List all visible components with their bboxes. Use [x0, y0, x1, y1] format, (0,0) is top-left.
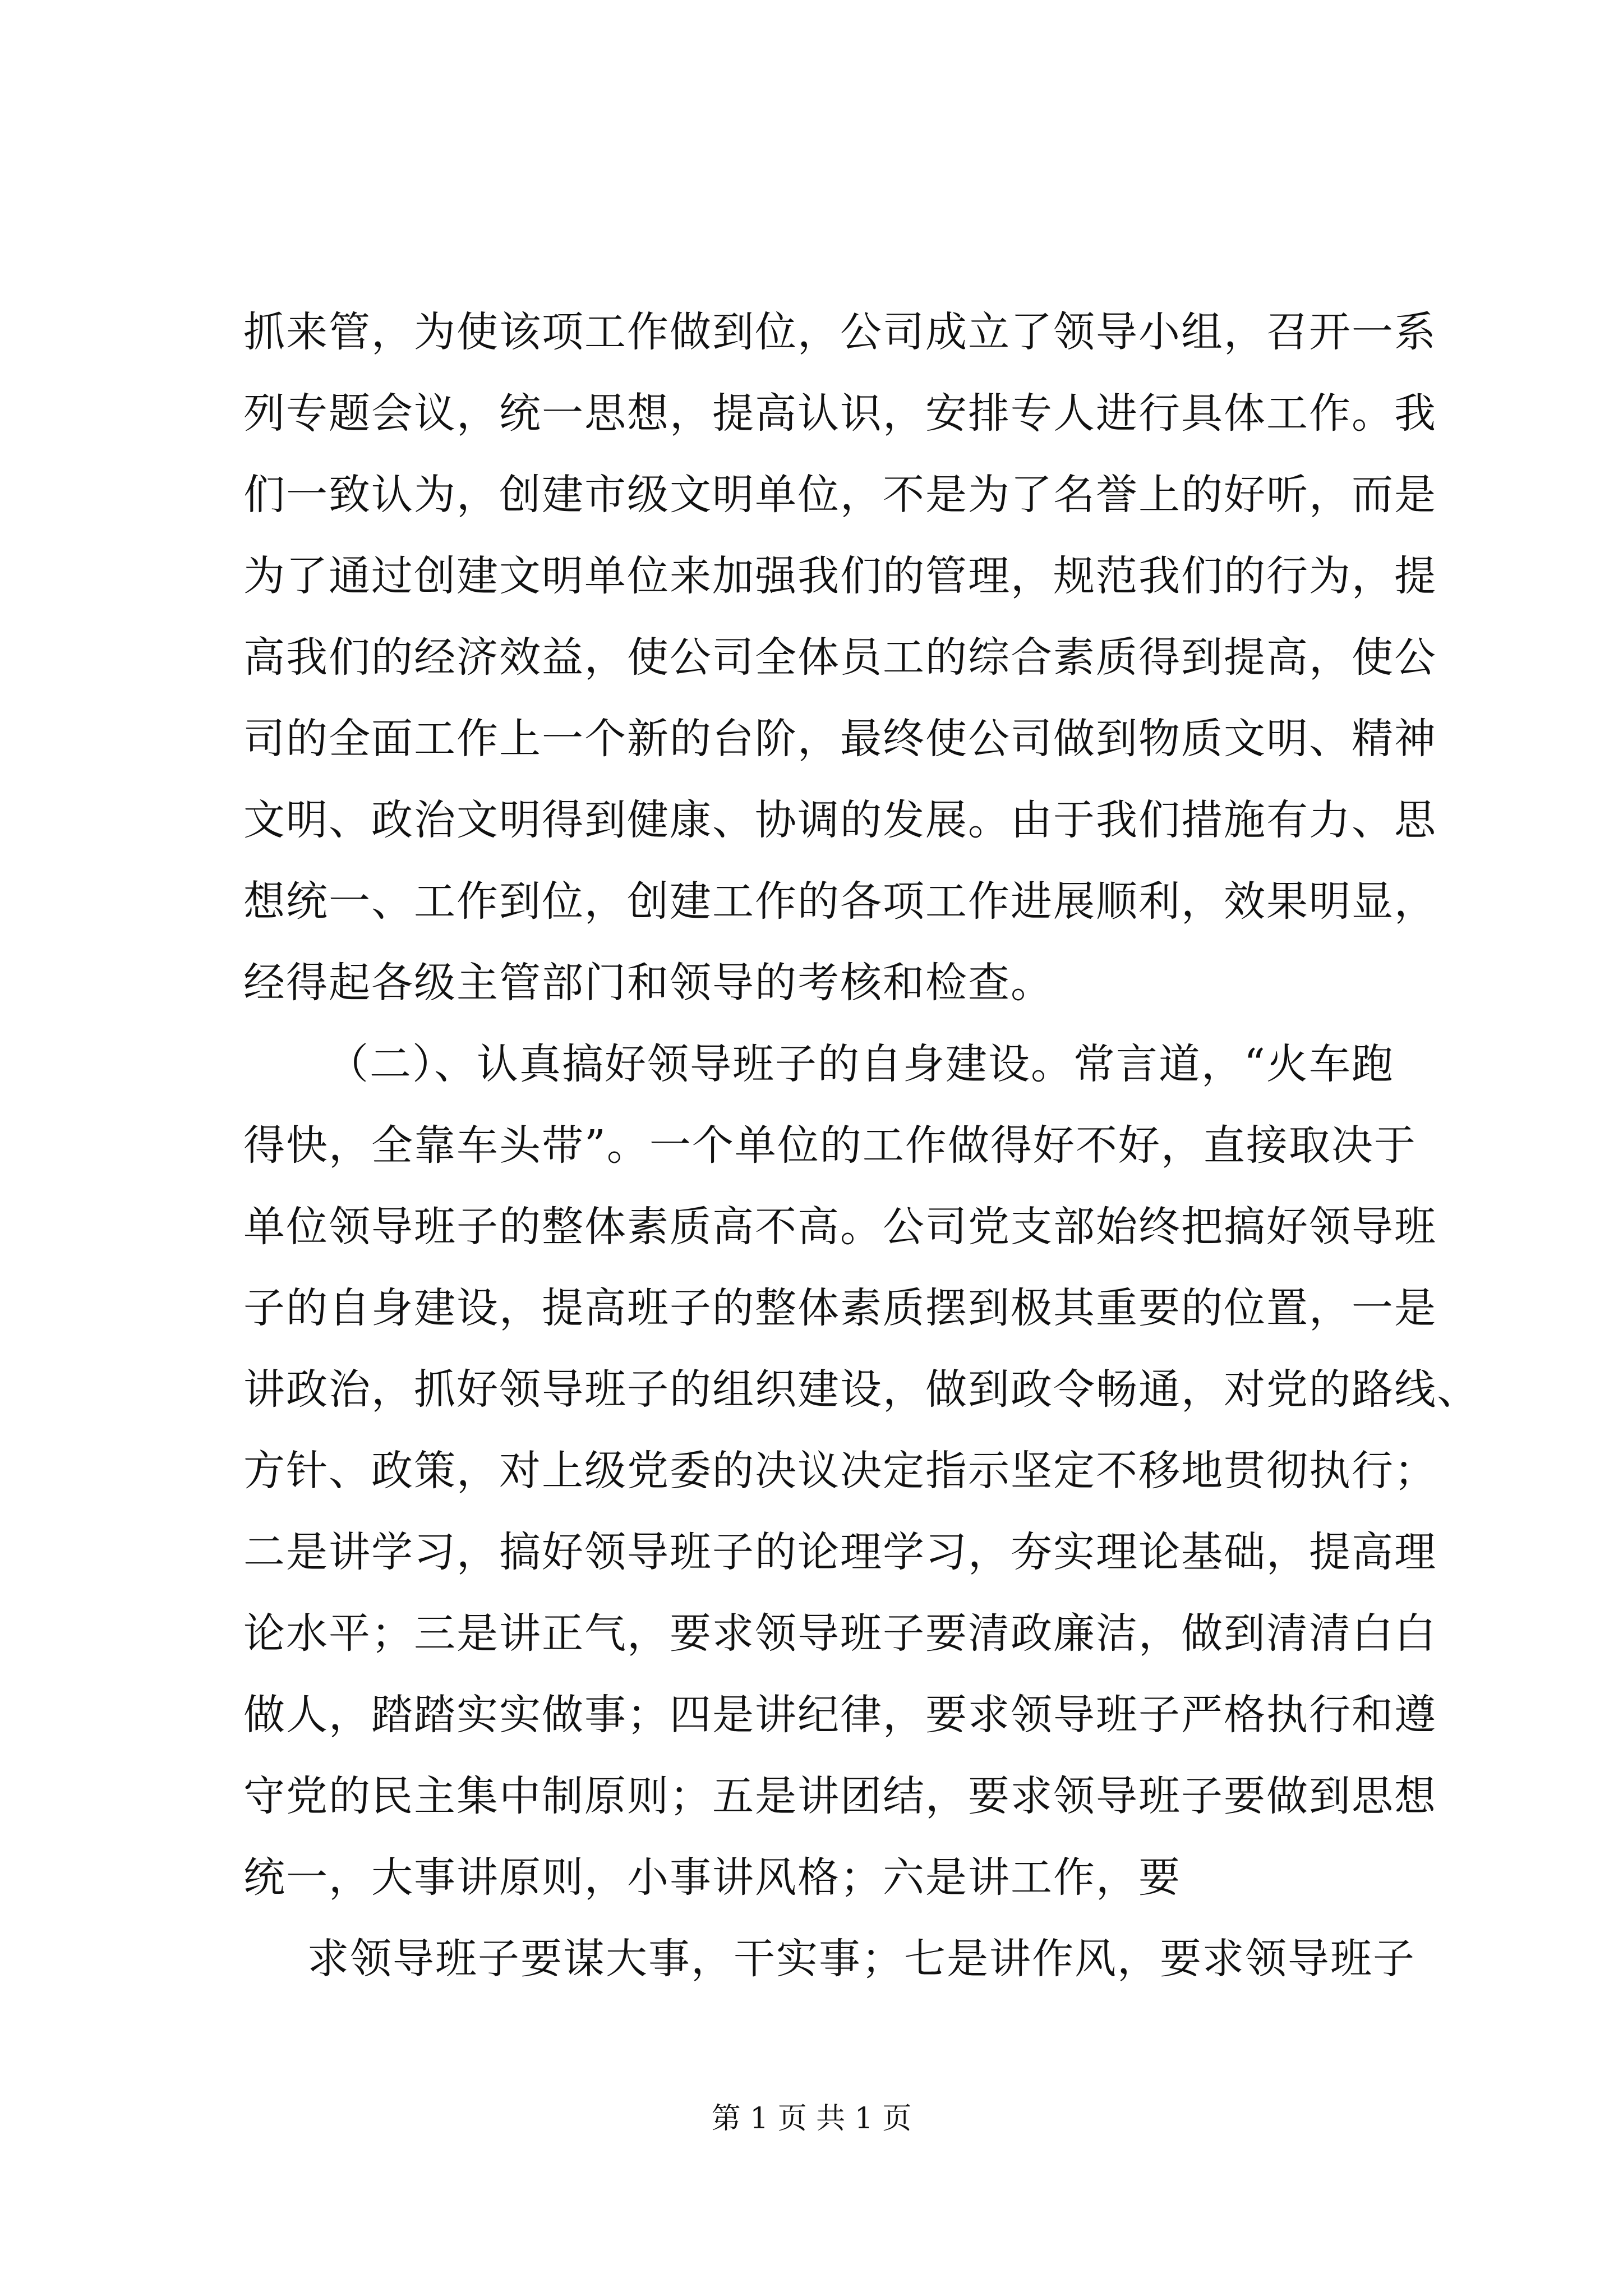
text-line: 子的自身建设，提高班子的整体素质摆到极其重要的位置，一是	[243, 1284, 1437, 1332]
text-line: 列专题会议，统一思想，提高认识，安排专人进行具体工作。我	[243, 389, 1437, 438]
text-line: 想统一、工作到位，创建工作的各项工作进展顺利，效果明显，	[243, 877, 1437, 926]
page-footer: 第 1 页 共 1 页	[711, 2102, 912, 2136]
text-line: 讲政治，抓好领导班子的组织建设，做到政令畅通，对党的路线、	[243, 1365, 1479, 1414]
text-line: 单位领导班子的整体素质高不高。公司党支部始终把搞好领导班	[243, 1203, 1437, 1251]
text-line: 方针、政策，对上级党委的决议决定指示坚定不移地贯彻执行；	[243, 1447, 1437, 1495]
paragraph-heading: （二）、认真搞好领导班子的自身建设。常言道，“火车跑	[327, 1040, 1394, 1088]
text-line: 经得起各级主管部门和领导的考核和检查。	[243, 959, 1053, 1007]
text-line: 求领导班子要谋大事，干实事；七是讲作风，要求领导班子	[307, 1935, 1415, 1983]
text-line: 们一致认为，创建市级文明单位，不是为了名誉上的好听，而是	[243, 471, 1437, 519]
text-line: 抓来管，为使该项工作做到位，公司成立了领导小组，召开一系	[243, 308, 1437, 356]
text-line: 论水平；三是讲正气，要求领导班子要清政廉洁，做到清清白白	[243, 1609, 1437, 1658]
text-line: 守党的民主集中制原则；五是讲团结，要求领导班子要做到思想	[243, 1772, 1437, 1820]
text-line: 统一，大事讲原则，小事讲风格；六是讲工作，要	[243, 1853, 1181, 1902]
text-line: 二是讲学习，搞好领导班子的论理学习，夯实理论基础，提高理	[243, 1528, 1437, 1576]
text-line: 文明、政治文明得到健康、协调的发展。由于我们措施有力、思	[243, 796, 1437, 844]
text-line: 司的全面工作上一个新的台阶，最终使公司做到物质文明、精神	[243, 715, 1437, 763]
text-line: 做人，踏踏实实做事；四是讲纪律，要求领导班子严格执行和遵	[243, 1691, 1437, 1739]
text-line: 为了通过创建文明单位来加强我们的管理，规范我们的行为，提	[243, 552, 1437, 600]
text-line: 高我们的经济效益，使公司全体员工的综合素质得到提高，使公	[243, 633, 1437, 682]
text-line: 得快，全靠车头带”。一个单位的工作做得好不好，直接取决于	[243, 1121, 1417, 1170]
